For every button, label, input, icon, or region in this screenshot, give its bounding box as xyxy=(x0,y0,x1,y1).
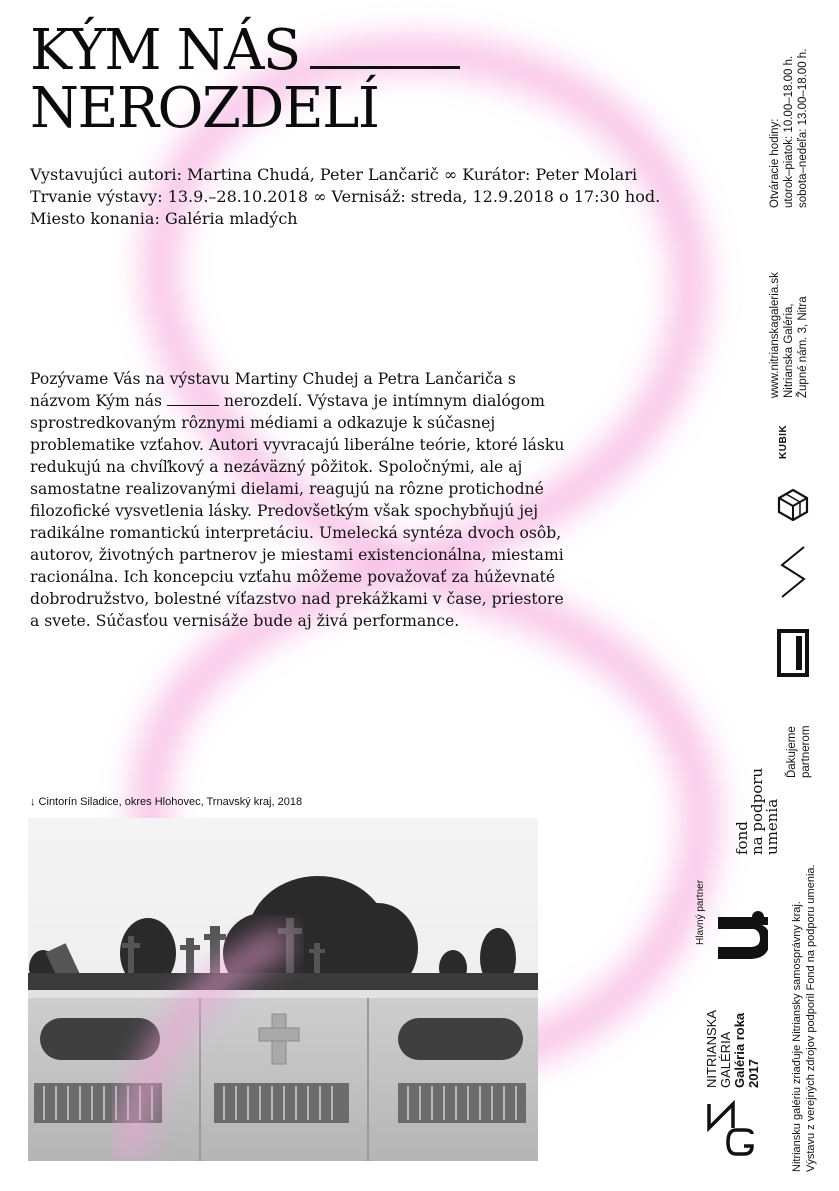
thanks-line-2: partnerom xyxy=(800,725,812,778)
title-line-1: KÝM NÁS xyxy=(30,18,300,83)
gallery-address xyxy=(768,258,810,398)
nitrianska-galeria-logo xyxy=(705,968,761,1088)
footer-line-2: Výstavu z verejných zdrojov podporil Fond na podporu umenia. xyxy=(805,864,817,1172)
photo-caption: ↓ Cintorín Siladice, okres Hlohovec, Trnavský kraj, 2018 xyxy=(30,796,303,808)
hours-title: Otváracie hodiny: xyxy=(769,118,781,208)
ng-line-2: GALÉRIA xyxy=(718,1031,733,1088)
ng-line-1: NITRIANSKA xyxy=(704,1009,719,1088)
main-partner-label: Hlavný partner xyxy=(695,879,706,945)
authors-line: Vystavujúci autori: Martina Chudá, Peter Lančarič ∞ Kurátor: Peter Molari xyxy=(30,165,638,184)
funding-footer xyxy=(790,822,818,1172)
duration-line: Trvanie výstavy: 13.9.–28.10.2018 ∞ Vernisáž: streda, 12.9.2018 o 17:30 hod. xyxy=(30,187,661,206)
ng-award-year: 2017 xyxy=(746,1059,761,1088)
footer-line-1: Nitriansku galériu zriaďuje Nitriansky samosprávny kraj. xyxy=(791,901,803,1172)
fond-line-3: umenia xyxy=(763,798,781,855)
street-address: Župné nám. 3, Nitra xyxy=(797,296,809,398)
title-blank-line xyxy=(310,28,460,69)
inline-blank-line xyxy=(167,393,219,406)
fond-wordmark xyxy=(733,767,781,855)
venue-line: Miesto konania: Galéria mladých xyxy=(30,209,298,228)
invitation-paragraph xyxy=(30,368,570,632)
partner-thanks xyxy=(785,718,813,778)
fond-line-2: na podporu xyxy=(748,767,766,855)
zigzag-logo-icon xyxy=(778,545,808,599)
fond-line-1: fond xyxy=(733,821,751,855)
kubik-logo-icon xyxy=(776,488,810,522)
thanks-line-1: Ďakujeme xyxy=(786,726,798,778)
website-link[interactable]: www.nitrianskagaleria.sk xyxy=(769,272,781,398)
paragraph-body: nerozdelí. Výstava je intímnym dialógom sprostredkovaným rôznymi médiami a odkazuje k súčasnej problematike vzťahov. Autori vyvracajú liberálne teórie, ktoré lásku redukujú na chvíľkový a nezáväzný pôžitok. Spoločnými, ale aj samostatne realizovanými dielami, reagujú na rôzne protichodné filozofické vysvetlenia lásky. Predovšetkým však spochybňujú jej radikálne romantickú interpretáciu. Umelecká syntéza dvoch osôb, autorov, životných partnerov je miestami existencionálna, miestami racionálna. Ich koncepciu vzťahu môžeme považovať za húževnaté dobrodružstvo, bolestné víťazstvo nad prekážkami v čase, priestore a svete. Súčasťou vernisáže bude aj živá performance. xyxy=(30,392,565,630)
invitation-text xyxy=(30,368,570,632)
opening-hours xyxy=(768,38,810,208)
ng-award: Galéria roka xyxy=(732,1012,747,1088)
ng-monogram-icon xyxy=(706,1100,756,1156)
title-line-2: NEROZDELÍ xyxy=(30,76,379,141)
paragraph-intro: Pozývame Vás na výstavu Martiny Chudej a Petra Lančariča s názvom Kým nás xyxy=(30,370,516,410)
gallery-square-logo-icon xyxy=(776,628,810,678)
exhibition-details xyxy=(30,164,680,230)
fond-u-logo-icon xyxy=(718,905,768,971)
kubik-wordmark: KUBIK xyxy=(778,424,789,459)
hours-weekday: utorok–piatok: 10.00–18.00 h. xyxy=(783,55,795,208)
exhibition-title xyxy=(30,18,460,141)
cemetery-photo xyxy=(28,818,538,1161)
hours-weekend: sobota–nedeľa: 13.00–18.00 h. xyxy=(797,48,809,208)
gallery-name: Nitrianska Galéria, xyxy=(783,303,795,398)
